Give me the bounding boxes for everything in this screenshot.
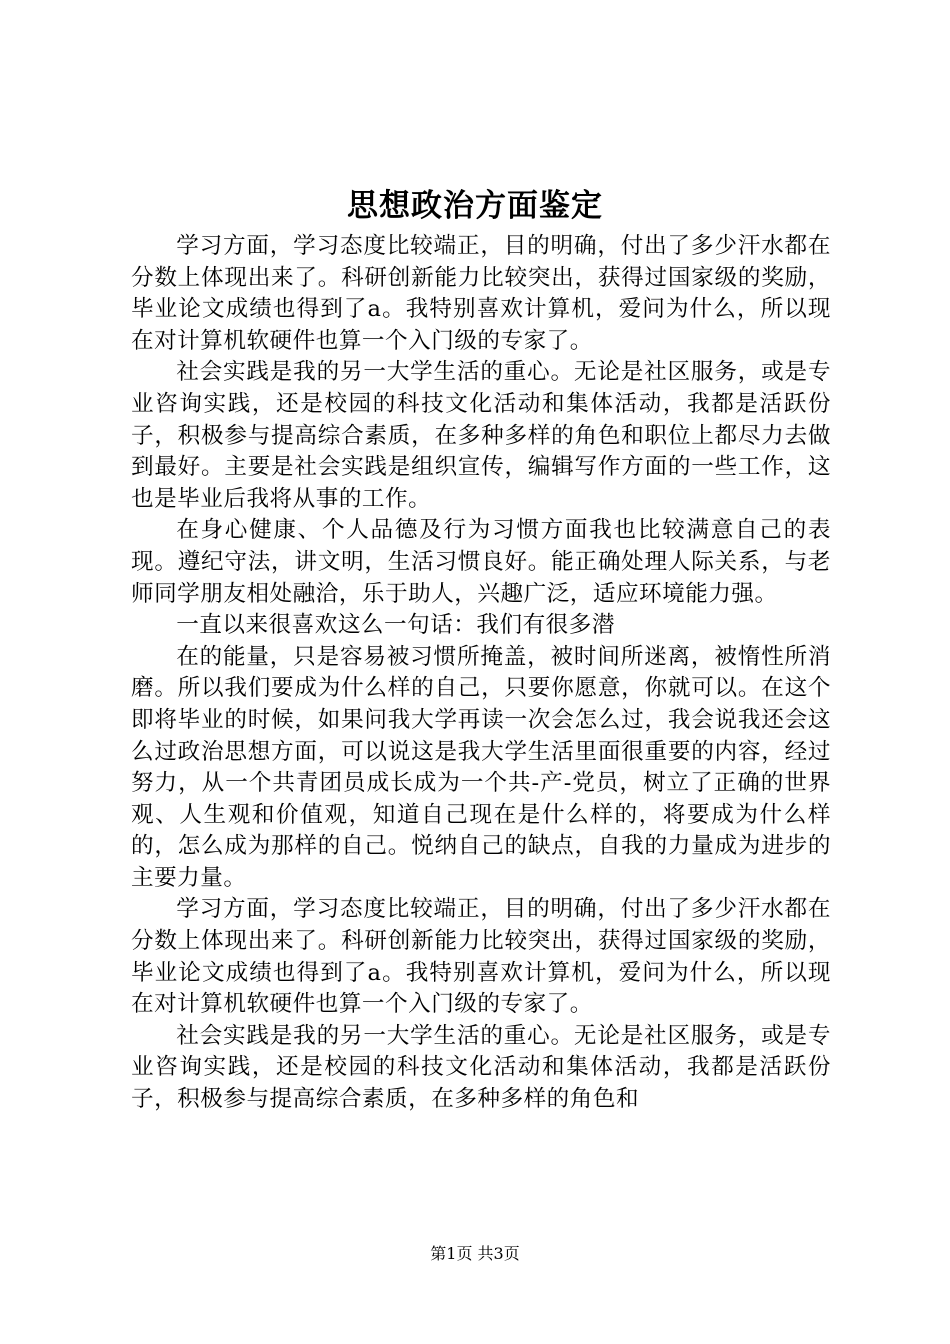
document-title: 思想政治方面鉴定 <box>347 188 603 224</box>
paragraph-health-character: 在身心健康、个人品德及行为习惯方面我也比较满意自己的表现。遵纪守法，讲文明，生活习惯良好。能正确处理人际关系，与老师同学朋友相处融洽，乐于助人，兴趣广泛，适应环境能力强。 <box>131 517 831 607</box>
paragraph-quote-intro: 一直以来很喜欢这么一句话：我们有很多潜 <box>176 612 615 639</box>
page-number-footer: 第1页 共3页 <box>430 1244 520 1263</box>
paragraph-social-practice-1: 社会实践是我的另一大学生活的重心。无论是社区服务，或是专业咨询实践，还是校园的科技文化活动和集体活动，我都是活跃份子，积极参与提高综合素质，在多种多样的角色和职位上都尽力去做到最好。主要是社会实践是组织宣传，编辑写作方面的一些工作，这也是毕业后我将从事的工作。 <box>131 359 831 512</box>
document-body <box>131 231 831 1116</box>
paragraph-study-1: 学习方面，学习态度比较端正，目的明确，付出了多少汗水都在分数上体现出来了。科研创新能力比较突出，获得过国家级的奖励，毕业论文成绩也得到了a。我特别喜欢计算机，爱问为什么，所以现在对计算机软硬件也算一个入门级的专家了。 <box>131 233 831 354</box>
paragraph-study-2: 学习方面，学习态度比较端正，目的明确，付出了多少汗水都在分数上体现出来了。科研创新能力比较突出，获得过国家级的奖励，毕业论文成绩也得到了a。我特别喜欢计算机，爱问为什么，所以现在对计算机软硬件也算一个入门级的专家了。 <box>131 896 831 1018</box>
paragraph-potential-politics: 在的能量，只是容易被习惯所掩盖，被时间所迷离，被惰性所消磨。所以我们要成为什么样的自己，只要你愿意，你就可以。在这个即将毕业的时候，如果问我大学再读一次会怎么过，我会说我还会这么过政治思想方面，可以说这是我大学生活里面很重要的内容，经过努力，从一个共青团员成长成为一个共-产-党员，树立了正确的世界观、人生观和价值观，知道自己现在是什么样的，将要成为什么样的，怎么成为那样的自己。悦纳自己的缺点，自我的力量成为进步的主要力量。 <box>131 643 831 891</box>
paragraph-social-practice-2: 社会实践是我的另一大学生活的重心。无论是社区服务，或是专业咨询实践，还是校园的科技文化活动和集体活动，我都是活跃份子，积极参与提高综合素质，在多种多样的角色和 <box>131 1022 831 1113</box>
